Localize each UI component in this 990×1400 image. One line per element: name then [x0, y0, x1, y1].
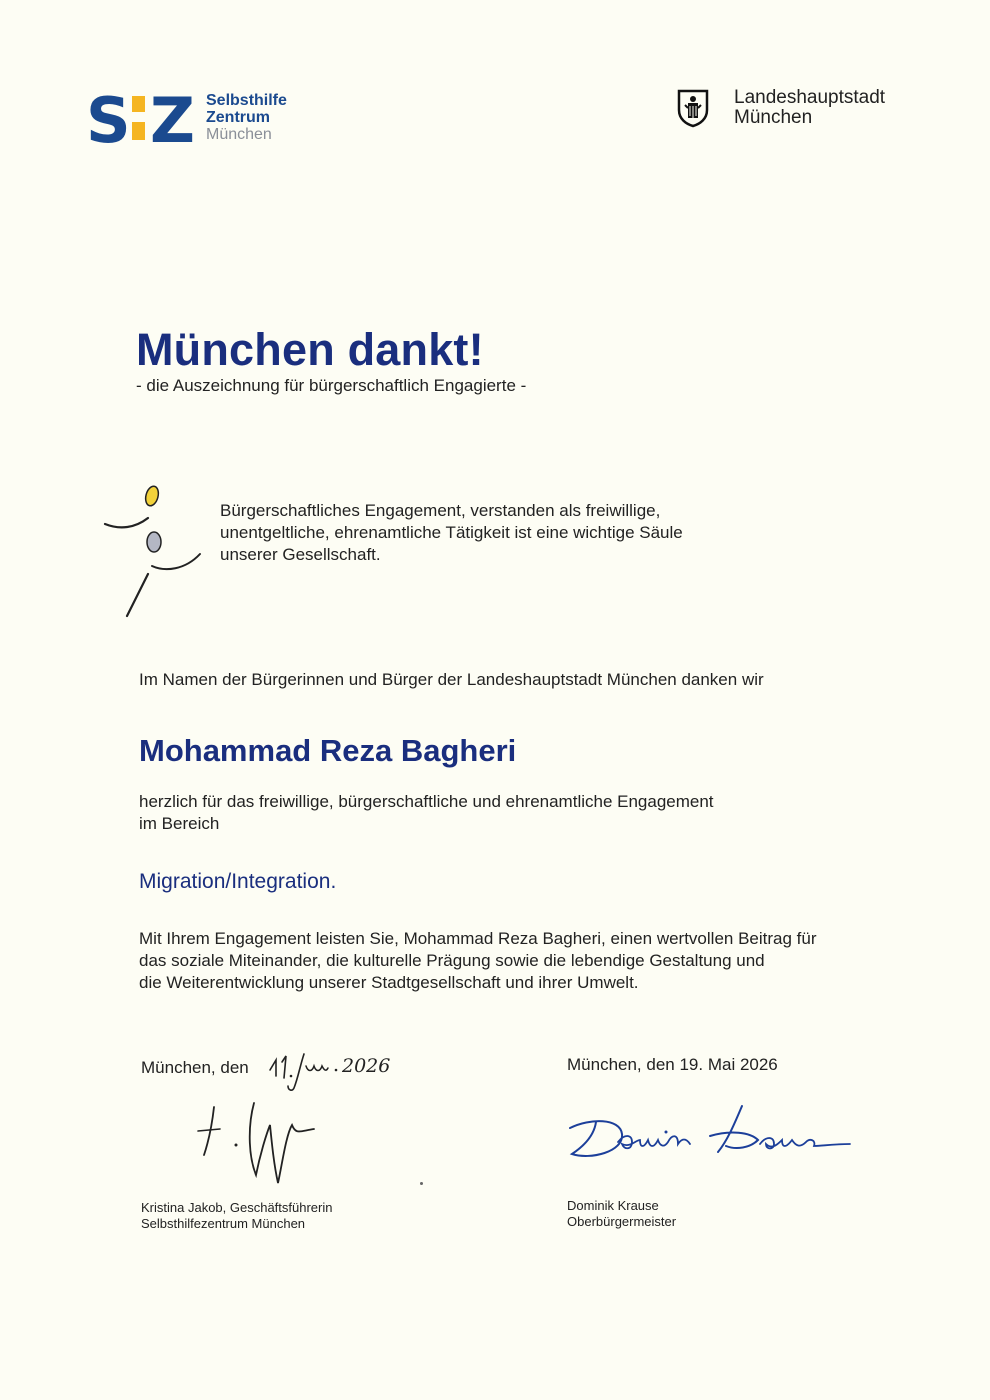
engagement-area: Migration/Integration.	[139, 870, 337, 893]
city-logo-line1: Landeshauptstadt	[734, 87, 886, 108]
thanks-paragraph	[139, 791, 839, 835]
svg-text:S: S	[86, 88, 131, 146]
shz-logo-line2: Zentrum	[206, 109, 270, 126]
shz-logo-text	[206, 92, 287, 143]
shz-logo-line3: München	[206, 126, 272, 143]
left-signer	[141, 1200, 332, 1232]
left-signer-org: Selbsthilfezentrum München	[141, 1216, 306, 1231]
intro-line-3: unserer Gesellschaft.	[220, 545, 381, 564]
left-signer-name: Kristina Jakob, Geschäftsführerin	[141, 1200, 333, 1215]
left-date-label: München, den	[141, 1058, 249, 1077]
thanks-line-1: herzlich für das freiwillige, bürgerschaftliche und ehrenamtliche Engagement	[139, 792, 714, 811]
city-logo-line2: München	[734, 107, 813, 128]
page-subtitle: - die Auszeichnung für bürgerschaftlich Engagierte -	[136, 376, 527, 395]
intro-line-2: unentgeltliche, ehrenamtliche Tätigkeit ist eine wichtige Säule	[220, 523, 683, 542]
shz-logo-line1: Selbsthilfe	[206, 92, 287, 109]
city-logo-text	[734, 88, 885, 128]
right-signature	[560, 1100, 860, 1170]
page-title: München dankt!	[136, 324, 484, 375]
svg-text:2026: 2026	[342, 1055, 391, 1077]
right-signer-title: Oberbürgermeister	[567, 1214, 677, 1229]
closing-line-2: das soziale Miteinander, die kulturelle Prägung sowie die lebendige Gestaltung und	[139, 951, 765, 970]
left-signature	[196, 1095, 326, 1195]
right-date: München, den 19. Mai 2026	[567, 1055, 778, 1074]
thanks-line: Im Namen der Bürgerinnen und Bürger der Landeshauptstadt München danken wir	[139, 670, 764, 689]
munich-crest-icon	[676, 88, 710, 128]
right-signer	[567, 1198, 676, 1230]
shz-logo	[86, 88, 306, 148]
paper-speck	[420, 1182, 423, 1185]
right-signer-name: Dominik Krause	[567, 1198, 659, 1213]
intro-paragraph	[220, 500, 780, 566]
city-logo	[676, 88, 916, 138]
intro-line-1: Bürgerschaftliches Engagement, verstanden als freiwillige,	[220, 501, 661, 520]
dancing-figure-illustration	[100, 480, 210, 625]
svg-text:Z: Z	[150, 88, 195, 146]
closing-line-1: Mit Ihrem Engagement leisten Sie, Mohammad Reza Bagheri, einen wertvollen Beitrag für	[139, 929, 817, 948]
closing-paragraph	[139, 928, 899, 994]
handwritten-date	[264, 1048, 394, 1094]
shz-logo-mark	[86, 88, 198, 146]
closing-line-3: die Weiterentwicklung unserer Stadtgesellschaft und ihrer Umwelt.	[139, 973, 639, 992]
thanks-line-2: im Bereich	[139, 814, 220, 833]
recipient-name: Mohammad Reza Bagheri	[139, 733, 517, 768]
